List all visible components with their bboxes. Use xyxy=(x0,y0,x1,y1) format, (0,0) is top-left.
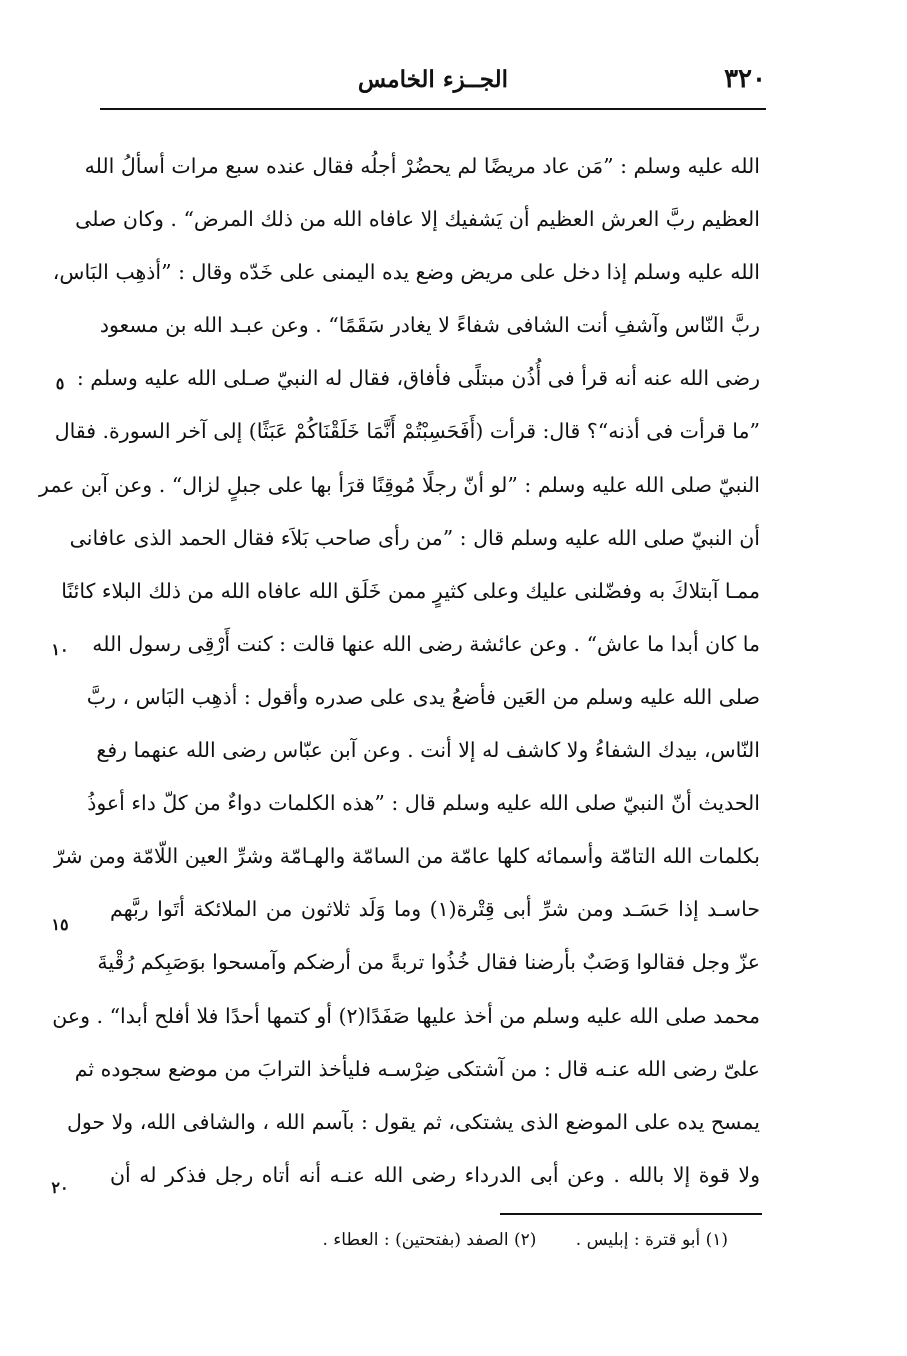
text-line-13: الحديث أنّ النبيّ صلى الله عليه وسلم قال : ”هذه الكلمات دواءٌ من كلّ داء أعوذُ xyxy=(87,791,760,816)
text-line-18: علىّ رضى الله عنـه قال : من آشتكى ضِرْسـه فليأخذ الترابَ من موضع سجوده ثم xyxy=(74,1056,760,1081)
running-title: الجــزء الخامس xyxy=(357,66,509,93)
text-line-7: النبيّ صلى الله عليه وسلم : ”لو أنّ رجلًا مُوقِنًا قرَأ بها على جبلٍ لزال“ . وعن آبن عمر xyxy=(39,472,760,497)
footnote-1: (١) أبو قترة : إبليس . xyxy=(575,1230,728,1250)
line-marker-15: ١٥ xyxy=(51,915,69,934)
text-line-3: الله عليه وسلم إذا دخل على مريض وضع يده اليمنى على خَدّه وقال : ”أذهِب البَاس، xyxy=(52,260,760,285)
text-line-11: صلى الله عليه وسلم من العَين فأضعُ يدى على صدره وأقول : أذهِب البَاس ، ربَّ xyxy=(86,684,760,709)
text-line-6: ”ما قرأت فى أذنه“؟ قال: قرأت (أَفَحَسِبْتُمْ أَنَّمَا خَلَقْنَاكُمْ عَبَثًا) إلى آخر السورة. فقال xyxy=(54,419,760,444)
text-line-14: بكلمات الله التامّة وأسمائه كلها عامّة من السامّة والهـامّة وشرِّ العين اللّامّة ومن شرّ xyxy=(54,844,760,869)
text-line-4: ربَّ النّاس وآشفِ أنت الشافى شفاءً لا يغادر سَقَمًا“ . وعن عبـد الله بن مسعود xyxy=(99,313,760,338)
footnotes xyxy=(200,1230,728,1250)
line-marker-20: ٢٠ xyxy=(51,1178,69,1197)
text-line-12: النّاس، بيدك الشفاءُ ولا كاشف له إلا أنت . وعن آبن عبّاس رضى الله عنهما رفع xyxy=(96,738,760,763)
text-line-16: عزّ وجل فقالوا وَصَبٌ بأرضنا فقال خُذُوا تربةً من أرضكم وآمسحوا بوَصَبِكم رُقْيةَ xyxy=(97,950,760,975)
footnote-2: (٢) الصفد (بفتحتين) : العطاء . xyxy=(322,1230,537,1250)
page-header xyxy=(100,62,766,102)
text-line-5: رضى الله عنه أنه قرأ فى أُذُن مبتلًى فأفاق، فقال له النبيّ صـلى الله عليه وسلم : xyxy=(76,366,760,391)
text-line-1: الله عليه وسلم : ”مَن عاد مريضًا لم يحضُرْ أجلُه فقال عنده سبع مرات أسألُ الله xyxy=(84,154,760,178)
text-line-15: حاسـد إذا حَسَـد ومن شرِّ أبى قِتْرة(١) وما وَلَد ثلاثون من الملائكة أتَوا ربَّهم xyxy=(110,897,761,922)
page-number: ٣٢٠ xyxy=(724,64,766,94)
header-rule xyxy=(100,108,766,110)
text-line-2: العظيم ربَّ العرش العظيم أن يَشفيك إلا عافاه الله من ذلك المرض“ . وكان صلى xyxy=(75,207,760,232)
text-line-9: ممـا آبتلاكَ به وفضّلنى عليك وعلى كثيرٍ ممن خَلَق الله عافاه الله من ذلك البلاء كائنًا xyxy=(61,578,760,603)
text-line-17: محمد صلى الله عليه وسلم من أخذ عليها صَفَدًا(٢) أو كتمها أحدًا فلا أفلح أبدا“ . وعن xyxy=(52,1003,760,1028)
text-line-10: ما كان أبدا ما عاش“ . وعن عائشة رضى الله عنها قالت : كنت أَرْقِى رسول الله xyxy=(92,631,760,656)
line-marker-10: ١٠ xyxy=(51,640,69,659)
line-marker-5: ٥ xyxy=(55,374,65,393)
footnote-rule xyxy=(500,1213,762,1215)
text-line-20: ولا قوة إلا بالله . وعن أبى الدرداء رضى الله عنـه أنه أتاه رجل فذكر له أن xyxy=(110,1162,760,1187)
text-line-19: يمسح يده على الموضع الذى يشتكى، ثم يقول : بآسم الله ، والشافى الله، ولا حول xyxy=(66,1109,760,1134)
text-line-8: أن النبيّ صلى الله عليه وسلم قال : ”من رأى صاحب بَلاَء فقال الحمد الذى عافانى xyxy=(69,525,760,550)
